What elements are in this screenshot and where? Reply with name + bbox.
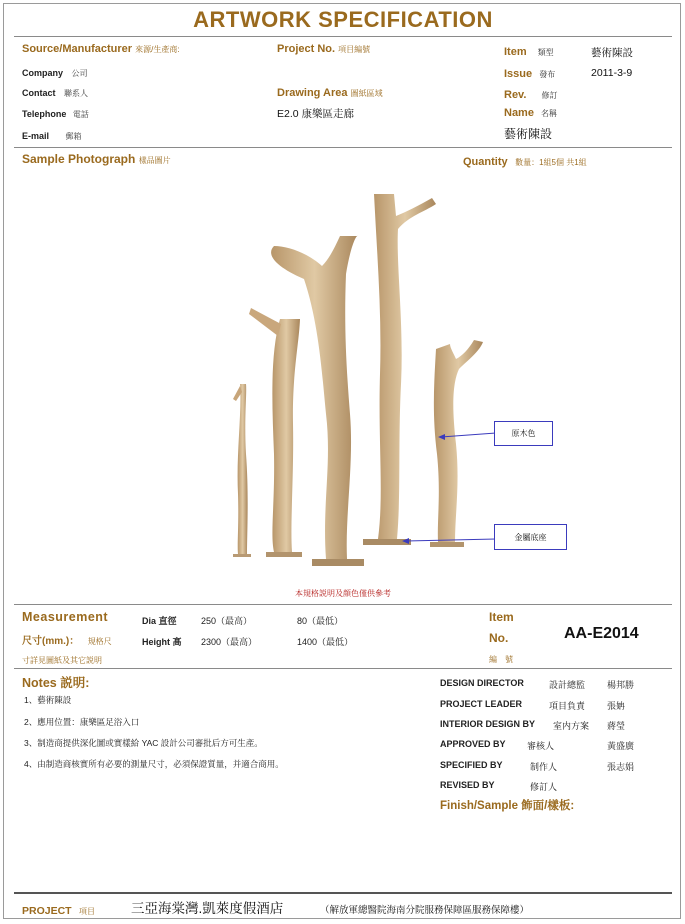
- wood-sculpture-1: [233, 384, 251, 557]
- rev-label-group: [504, 89, 557, 101]
- dia-min: 80（最低）: [297, 616, 344, 626]
- divider-header: [14, 147, 672, 148]
- rev-label-cn: 修訂: [541, 91, 558, 100]
- height-label: Height 高: [142, 637, 182, 647]
- email-label: E-mail: [22, 131, 50, 141]
- signoff-role-cn-design-director: 設計總監: [549, 680, 586, 690]
- quantity-value: 數量：1組5個 共1組: [515, 158, 587, 167]
- name-label-cn: 名稱: [541, 109, 558, 118]
- wood-sculpture-2: [249, 308, 302, 557]
- issue-label-group: [504, 68, 555, 80]
- measurement-spec-cn: 規格尺: [87, 637, 112, 646]
- signoff-name-specified-by: 張志娟: [607, 762, 635, 772]
- issue-value: 2011-3-9: [591, 67, 633, 79]
- source-label-cn: 來源/生產商:: [135, 45, 180, 54]
- wood-sculpture-5: [430, 340, 483, 547]
- note-item-4: 4、由制造商核實所有必要的測量尺寸，必須保證質量，并適合商用。: [24, 759, 284, 769]
- issue-label: Issue: [504, 68, 533, 80]
- sample-label-cn: 樣品圖片: [138, 156, 171, 165]
- measurement-note: 寸詳見圖紙及其它説明: [22, 656, 102, 665]
- signoff-role-interior-design: INTERIOR DESIGN BY: [440, 719, 536, 729]
- dia-max: 250（最高）: [201, 616, 253, 626]
- divider-title: [14, 36, 672, 37]
- company-label: Company: [22, 68, 64, 78]
- source-header: [22, 43, 180, 55]
- project-no-label: Project No.: [277, 43, 336, 55]
- item-no-label-cn: 編 號: [489, 655, 513, 664]
- email-field: [22, 131, 82, 142]
- telephone-field: [22, 109, 89, 120]
- issue-label-cn: 發布: [539, 70, 556, 79]
- wood-sculpture-4: [363, 194, 436, 545]
- footer-project-label-cn: 項目: [79, 907, 96, 916]
- dia-label: Dia 直徑: [142, 616, 177, 626]
- name-label-group: [504, 107, 557, 119]
- sample-caption: 本規格説明及顔色僅供參考: [295, 589, 391, 598]
- footer-address: （解放軍總醫院海南分院服務保障區服務保障樓）: [320, 905, 530, 916]
- callout-base: 金屬底座: [494, 524, 567, 550]
- email-label-cn: 郵箱: [65, 132, 82, 141]
- note-item-3: 3、制造商提供深化圖或實樣給 YAC 設計公司審批后方可生產。: [24, 738, 263, 748]
- signoff-role-project-leader: PROJECT LEADER: [440, 699, 523, 709]
- contact-label: Contact: [22, 88, 56, 98]
- item-number: AA-E2014: [564, 625, 639, 642]
- contact-label-cn: 聯系人: [64, 89, 89, 98]
- item-type-value: 藝術陳設: [591, 47, 633, 59]
- sample-photograph: [4, 154, 682, 584]
- company-field: [22, 68, 88, 79]
- signoff-name-interior-design: 蔣瑩: [607, 721, 626, 731]
- signoff-role-design-director: DESIGN DIRECTOR: [440, 678, 524, 688]
- divider-sample: [14, 604, 672, 605]
- signoff-role-specified-by: SPECIFIED BY: [440, 760, 503, 770]
- footer-hotel-name: 三亞海棠灣.凱萊度假酒店: [131, 901, 284, 916]
- finish-sample-label: Finish/Sample 飾面/樣板:: [440, 800, 575, 812]
- spec-sheet: [3, 3, 681, 919]
- sample-label: Sample Photograph: [22, 152, 136, 166]
- footer-project-label: PROJECT: [22, 905, 72, 917]
- note-item-1: 1、藝術陳設: [24, 695, 72, 705]
- signoff-role-cn-revised-by: 修訂人: [530, 782, 558, 792]
- measurement-unit: 尺寸(mm.)：: [22, 636, 80, 647]
- contact-field: [22, 88, 88, 99]
- name-value: 藝術陳設: [504, 127, 553, 141]
- height-max: 2300（最高）: [201, 637, 258, 647]
- name-label: Name: [504, 107, 534, 119]
- signoff-name-design-director: 楊邦勝: [607, 680, 635, 690]
- item-label-cn: 類型: [537, 48, 554, 57]
- drawing-area-header: [277, 87, 383, 99]
- company-label-cn: 公司: [71, 69, 88, 78]
- quantity-label: Quantity: [463, 156, 508, 168]
- telephone-label: Telephone: [22, 109, 67, 119]
- source-label: Source/Manufacturer: [22, 43, 133, 55]
- drawing-area-label-cn: 圖紙區域: [350, 89, 383, 98]
- signoff-name-project-leader: 張姌: [607, 701, 626, 711]
- signoff-name-approved-by: 黃盛廣: [607, 741, 635, 751]
- drawing-area-label: Drawing Area: [277, 87, 348, 99]
- item-label: Item: [504, 46, 527, 58]
- measurement-unit-row: [22, 631, 112, 649]
- note-item-2: 2、應用位置：康樂區足浴入口: [24, 717, 140, 727]
- divider-measurement: [14, 668, 672, 669]
- sheet-title: ARTWORK SPECIFICATION: [193, 7, 493, 32]
- item-no-label-1: Item: [489, 610, 514, 624]
- signoff-role-revised-by: REVISED BY: [440, 780, 495, 790]
- telephone-label-cn: 電話: [72, 110, 89, 119]
- signoff-role-cn-approved-by: 審核人: [527, 741, 555, 751]
- drawing-area-value: E2.0 康樂區走廊: [277, 108, 355, 120]
- item-no-label-2: No.: [489, 631, 509, 645]
- notes-label: Notes 説明:: [22, 676, 90, 690]
- height-min: 1400（最低）: [297, 637, 354, 647]
- measurement-label: Measurement: [22, 610, 109, 624]
- signoff-role-approved-by: APPROVED BY: [440, 739, 506, 749]
- project-no-label-cn: 項目編號: [338, 45, 371, 54]
- signoff-role-cn-project-leader: 項目負責: [549, 701, 586, 711]
- signoff-role-cn-interior-design: 室内方案: [553, 721, 590, 731]
- callout-wood: 原木色: [494, 421, 553, 446]
- rev-label: Rev.: [504, 89, 527, 101]
- divider-footer: [14, 892, 672, 894]
- signoff-role-cn-specified-by: 制作人: [530, 762, 558, 772]
- footer-project-label-group: [22, 901, 95, 919]
- item-type-label: [504, 46, 554, 58]
- project-no-header: [277, 43, 370, 55]
